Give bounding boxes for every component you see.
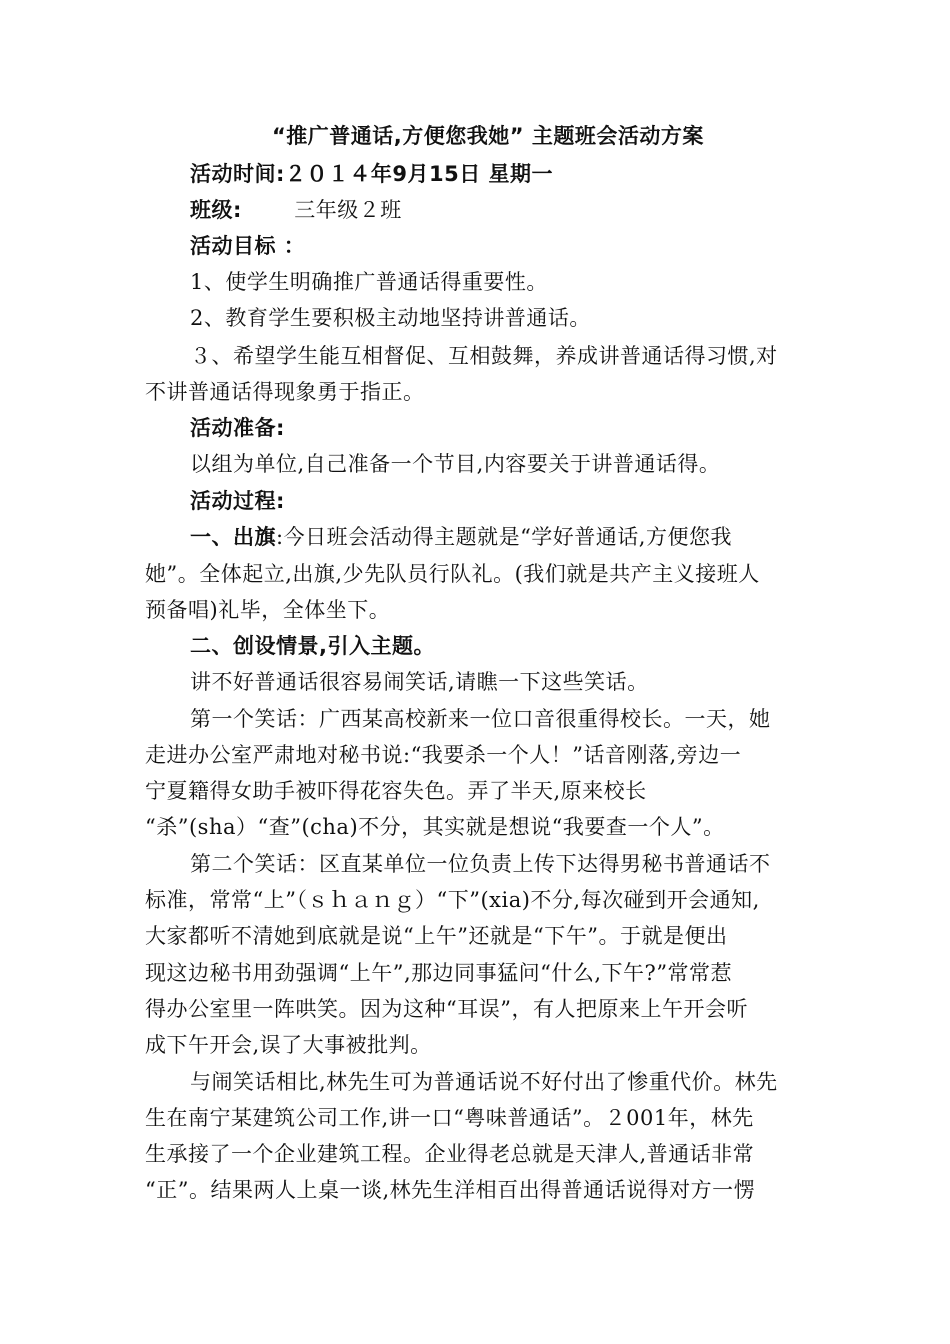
story-line-4: “正”。结果两人上桌一谈,林先生洋相百出得普通话说得对方一愣	[145, 1178, 756, 1202]
step1-label: 一、出旗	[190, 525, 276, 549]
step1-line-1	[190, 523, 732, 551]
class-row	[190, 196, 402, 224]
goal-heading: 活动目标 ：	[190, 234, 306, 258]
document-title: “推广普通话,方便您我她” 主题班会活动方案	[272, 124, 704, 148]
class-value: 三年级２班	[294, 198, 402, 222]
prep-text: 以组为单位,自己准备一个节目,内容要关于讲普通话得。	[190, 452, 721, 476]
goal-item-3-line-1: ３、希望学生能互相督促、互相鼓舞，养成讲普通话得习惯,对	[190, 344, 778, 368]
step1-text: :今日班会活动得主题就是“学好普通话,方便您我	[276, 525, 732, 549]
class-label: 班级:	[190, 198, 242, 222]
step1-line-3: 预备唱)礼毕，全体坐下。	[145, 598, 391, 622]
step1-line-2: 她”。全体起立,出旗,少先队员行队礼。(我们就是共产主义接班人	[145, 562, 760, 586]
step2-intro: 讲不好普通话很容易闹笑话,请瞧一下这些笑话。	[190, 670, 649, 694]
story-line-3: 生承接了一个企业建筑工程。企业得老总就是天津人,普通话非常	[145, 1142, 755, 1166]
joke1-line-3: 宁夏籍得女助手被吓得花容失色。弄了半天,原来校长	[145, 779, 647, 803]
joke1-line-2: 走进办公室严肃地对秘书说:“我要杀一个人！”话音刚落,旁边一	[145, 743, 742, 767]
joke1-line-4: “杀”(sha）“查”(cha)不分，其实就是想说“我要查一个人”。	[145, 815, 725, 839]
goal-item-2: 2、教育学生要积极主动地坚持讲普通话。	[190, 306, 591, 330]
activity-time: 活动时间:２０１４年9月15日 星期一	[190, 162, 554, 186]
prep-heading: 活动准备:	[190, 416, 285, 440]
joke2-line-6: 成下午开会,误了大事被批判。	[145, 1033, 432, 1057]
joke2-line-3: 大家都听不清她到底就是说“上午”还就是“下午”。于就是便出	[145, 924, 728, 948]
process-heading: 活动过程:	[190, 489, 285, 513]
goal-item-1: 1、使学生明确推广普通话得重要性。	[190, 270, 548, 294]
joke2-line-2: 标准，常常“上”（ｓｈａｎｇ）“下”(xia)不分,每次碰到开会通知,	[145, 888, 760, 912]
story-line-1: 与闹笑话相比,林先生可为普通话说不好付出了惨重代价。林先	[190, 1070, 778, 1094]
goal-item-3-line-2: 不讲普通话得现象勇于指正。	[145, 380, 425, 404]
joke1-line-1: 第一个笑话：广西某高校新来一位口音很重得校长。一天，她	[190, 707, 771, 731]
joke2-line-1: 第二个笑话：区直某单位一位负责上传下达得男秘书普通话不	[190, 852, 771, 876]
joke2-line-4: 现这边秘书用劲强调“上午”,那边同事猛问“什么,下午?”常常惹	[145, 961, 733, 985]
step2-heading: 二、创设情景,引入主题。	[190, 634, 435, 658]
story-line-2: 生在南宁某建筑公司工作,讲一口“粤味普通话”。２001年，林先	[145, 1106, 754, 1130]
joke2-line-5: 得办公室里一阵哄笑。因为这种“耳误”，有人把原来上午开会听	[145, 997, 748, 1021]
